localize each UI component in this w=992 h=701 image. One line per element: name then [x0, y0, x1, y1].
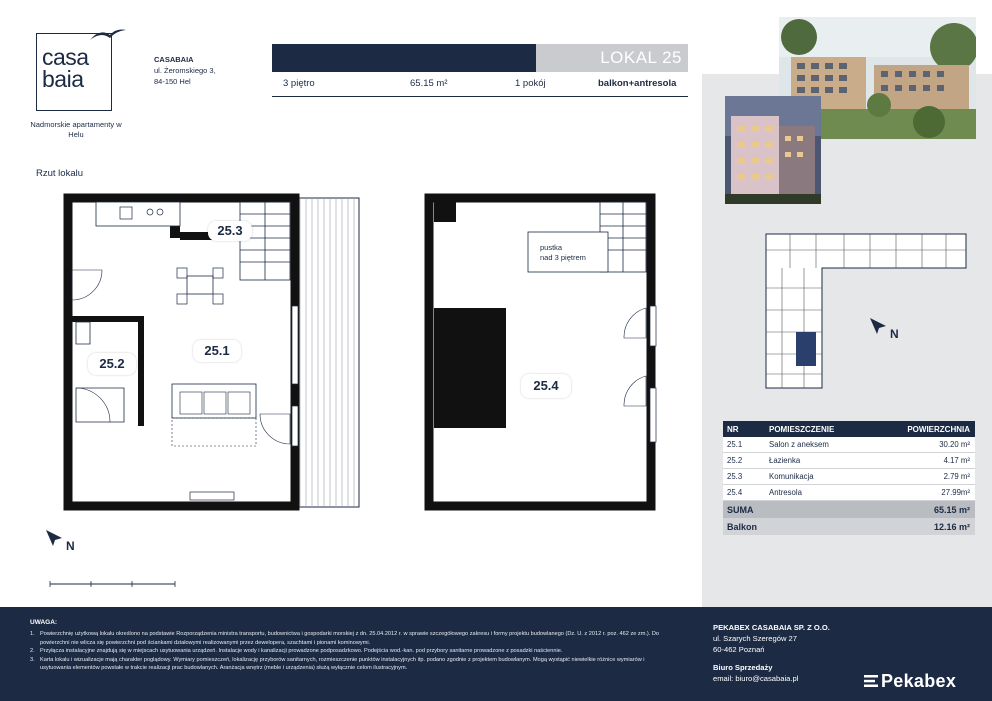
note-item: Przyłącza instalacyjne znajdują się w miejscach usytuowania urządzeń. Instalacje wody i kanalizacji prowadzone podposadzkowo. Podejścia wod.-kan. pod przybory sanitarne prowadzone z posadzki naściennie.	[40, 648, 563, 655]
room-label-25-2: 25.2	[88, 353, 136, 375]
table-row: 25.1 Salon z aneksem 30.20 m²	[723, 437, 975, 453]
room-label-25-4: 25.4	[521, 374, 571, 398]
company-info: PEKABEX CASABAIA SP. Z O.O. ul. Szarych Szeregów 27 60-462 Poznań Biuro Sprzedaży email: biuro@casabaia.pl	[713, 623, 830, 683]
divider	[272, 96, 688, 97]
scale-bar	[30, 578, 180, 590]
room-label-25-1: 25.1	[193, 340, 241, 362]
notes-list: 1. Powierzchnię użytkową lokalu określono na podstawie Rozporządzenia ministra transportu, budownictwa i gospodarki morskiej z dn. 25.04.2012 r. w sprawie szczegółowego zakresu i formy projektu budowlanego (Dz. U. z 2012 r. poz. 462 ze zm.). Do powierzchni nie wlicza się powierzchni pod ściankami działowymi realizowanymi przez dewelopera, szachtami i pionami kominowymi. 2. Przyłącza instalacyjne znajdują się w miejscach usytuowania urządzeń. Instalacje wody i kanalizacji prowadzone podposadzkowo. Podejścia wod.-kan. pod przybory sanitarne prowadzone z posadzki naściennie. 3. Karta lokalu i wizualizacje mają charakter poglądowy. Wymiary pomieszczeń, lokalizację przyborów sanitarnych, rozmieszczenie punktów instalacyjnych itp. podano zgodnie z projektem budowlanym. Mogą wystąpić niewielkie różnice wymiarów i usytuowania elementów powstałe w trakcie realizacji prac budowlanych. Aranżacja wnętrz (meble i urządzenia) służą wyłącznie celom ilustracyjnym.	[30, 630, 670, 673]
tagline: Nadmorskie apartamenty w Helu	[30, 120, 122, 139]
table-row: 25.4 Antresola 27.99m²	[723, 485, 975, 501]
building-key-plan	[760, 228, 974, 394]
table-sum-row: SUMA 65.15 m²	[723, 501, 975, 518]
spec-extras: balkon+antresola	[598, 78, 677, 89]
area-table	[723, 421, 975, 535]
plan-title: Rzut lokalu	[36, 168, 83, 179]
room-label-25-3: 25.3	[208, 221, 252, 241]
project-address: CASABAIA ul. Żeromskiego 3, 84-150 Hel	[154, 55, 216, 86]
note-item: Karta lokalu i wizualizacje mają charakter poglądowy. Wymiary pomieszczeń, lokalizację przyborów sanitarnych, rozmieszczenie punktów instalacyjnych itp. podano zgodnie z projektem budowlanym. Mogą wystąpić niewielkie różnice wymiarów i usytuowania elementów powstałe w trakcie realizacji prac budowlanych. Aranżacja wnętrz (meble i urządzenia) służą wyłącznie celom ilustracyjnym.	[40, 656, 645, 672]
building-night-render-image	[725, 96, 821, 204]
logo: casa baia	[42, 44, 89, 92]
north-label-small: N	[890, 327, 899, 341]
pekabex-logo-icon	[864, 674, 878, 688]
seagull-icon	[88, 26, 128, 44]
table-row: 25.3 Komunikacja 2.79 m²	[723, 469, 975, 485]
notes-title: UWAGA:	[30, 619, 58, 626]
spec-rooms: 1 pokój	[515, 78, 546, 89]
pekabex-logo: Pekabex	[881, 671, 957, 691]
north-arrow-icon	[44, 528, 68, 548]
spec-floor: 3 piętro	[283, 78, 315, 89]
header-bar	[272, 44, 536, 72]
email-link[interactable]: email: biuro@casabaia.pl	[713, 674, 799, 683]
north-label: N	[66, 539, 75, 553]
floor-plan-mezzanine	[420, 188, 665, 518]
table-balcony-row: Balkon 12.16 m²	[723, 518, 975, 535]
void-note: pustka nad 3 piętrem	[540, 243, 586, 262]
north-arrow-small-icon	[868, 316, 892, 336]
table-header: NR POMIESZCZENIE POWIERZCHNIA	[723, 421, 975, 437]
spec-area: 65.15 m²	[410, 78, 448, 89]
unit-number: LOKAL 25	[600, 48, 682, 67]
table-row: 25.2 Łazienka 4.17 m²	[723, 453, 975, 469]
note-item: Powierzchnię użytkową lokalu określono na podstawie Rozporządzenia ministra transportu, budownictwa i gospodarki morskiej z dn. 25.04.2012 r. w sprawie szczegółowego zakresu i formy projektu budowlanego (Dz. U. z 2012 r. poz. 462 ze zm.). Do powierzchni nie wlicza się powierzchni pod ściankami działowymi realizowanymi przez dewelopera, szachtami i pionami kominowymi.	[40, 631, 660, 646]
